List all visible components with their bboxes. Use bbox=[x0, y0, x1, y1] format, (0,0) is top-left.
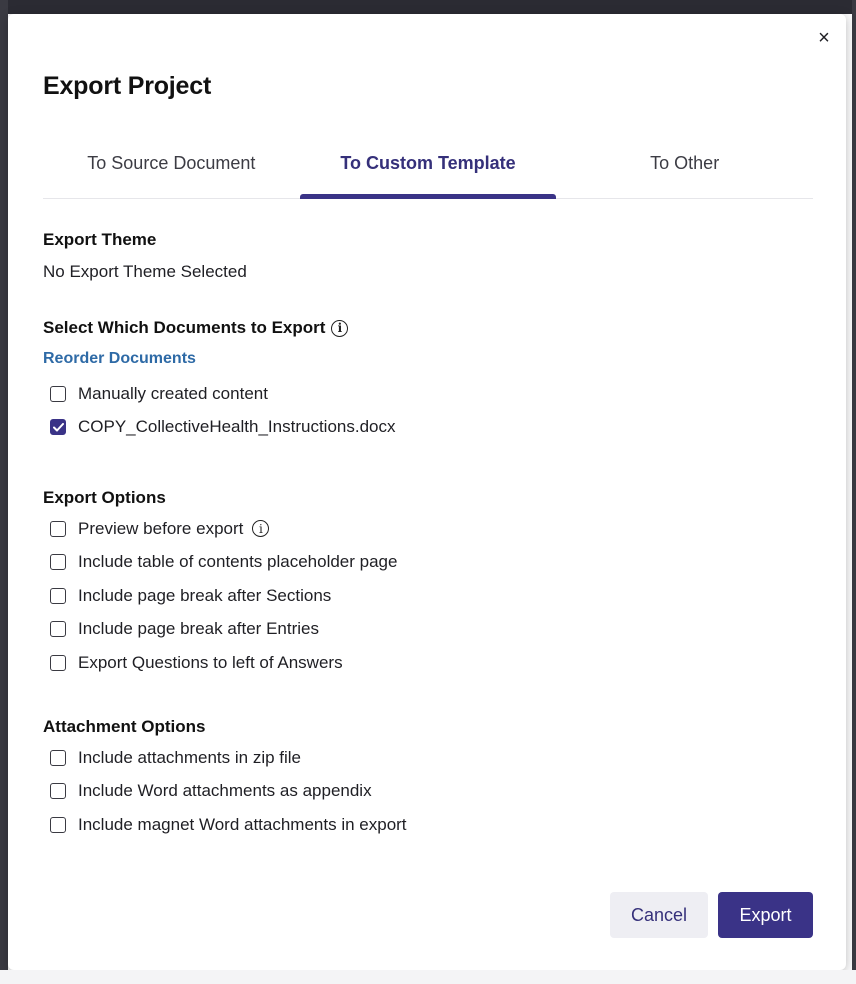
documents-heading bbox=[43, 318, 813, 338]
magnet-checkbox[interactable] bbox=[50, 817, 66, 833]
close-icon[interactable]: × bbox=[818, 27, 830, 49]
export-option-section-break bbox=[43, 579, 813, 613]
backdrop bbox=[0, 0, 856, 14]
export-option-toc bbox=[43, 546, 813, 580]
option-label: Include table of contents placeholder page bbox=[78, 552, 398, 572]
document-label: COPY_CollectiveHealth_Instructions.docx bbox=[78, 417, 396, 437]
document-label: Manually created content bbox=[78, 383, 268, 403]
attachment-option-appendix bbox=[43, 775, 813, 809]
document-item bbox=[43, 377, 813, 411]
tab-to-custom-template[interactable]: To Custom Template bbox=[300, 138, 557, 198]
export-theme-section bbox=[43, 230, 813, 282]
document-item bbox=[43, 411, 813, 445]
questions-left-checkbox[interactable] bbox=[50, 655, 66, 671]
option-label: Include attachments in zip file bbox=[78, 747, 302, 767]
reorder-documents-link[interactable]: Reorder Documents bbox=[43, 350, 196, 367]
cancel-button[interactable]: Cancel bbox=[610, 892, 708, 938]
documents-section bbox=[43, 318, 813, 444]
export-options-heading-text: Export Options bbox=[43, 488, 166, 507]
export-tabs bbox=[43, 138, 813, 199]
export-options-heading bbox=[43, 488, 813, 508]
export-theme-heading bbox=[43, 230, 813, 250]
attachment-options-section bbox=[43, 717, 813, 842]
export-button[interactable]: Export bbox=[718, 892, 813, 938]
option-label: Preview before export bbox=[78, 518, 244, 538]
tab-to-other[interactable]: To Other bbox=[650, 152, 720, 173]
tab-to-source-document[interactable]: To Source Document bbox=[87, 152, 256, 173]
option-label: Include page break after Sections bbox=[78, 585, 332, 605]
checkmark-icon bbox=[53, 423, 64, 432]
dialog-title: Export Project bbox=[43, 72, 212, 100]
option-label: Include Word attachments as appendix bbox=[78, 781, 372, 801]
backdrop-left bbox=[0, 0, 8, 972]
zip-checkbox[interactable] bbox=[50, 750, 66, 766]
export-option-entry-break bbox=[43, 613, 813, 647]
attachment-option-zip bbox=[43, 741, 813, 775]
export-theme-value: No Export Theme Selected bbox=[43, 262, 247, 281]
documents-heading-text: Select Which Documents to Export bbox=[43, 318, 326, 337]
option-label: Include magnet Word attachments in export bbox=[78, 814, 407, 834]
export-options-section bbox=[43, 488, 813, 680]
export-theme-heading-text: Export Theme bbox=[43, 230, 157, 249]
attachment-option-magnet bbox=[43, 808, 813, 842]
export-option-preview bbox=[43, 512, 813, 546]
document-checkbox[interactable] bbox=[50, 419, 66, 435]
dialog-footer bbox=[610, 892, 813, 938]
option-label: Include page break after Entries bbox=[78, 619, 319, 639]
entry-break-checkbox[interactable] bbox=[50, 621, 66, 637]
section-break-checkbox[interactable] bbox=[50, 588, 66, 604]
info-icon[interactable]: i bbox=[252, 520, 269, 537]
toc-checkbox[interactable] bbox=[50, 554, 66, 570]
export-option-questions-left bbox=[43, 646, 813, 680]
option-label: Export Questions to left of Answers bbox=[78, 652, 343, 672]
export-project-dialog bbox=[8, 14, 846, 970]
attachment-options-heading-text: Attachment Options bbox=[43, 717, 206, 736]
attachment-options-heading bbox=[43, 717, 813, 737]
appendix-checkbox[interactable] bbox=[50, 783, 66, 799]
page-background bbox=[0, 970, 856, 984]
preview-checkbox[interactable] bbox=[50, 521, 66, 537]
info-icon[interactable]: i bbox=[331, 320, 348, 337]
backdrop-right bbox=[852, 0, 856, 972]
document-checkbox[interactable] bbox=[50, 386, 66, 402]
